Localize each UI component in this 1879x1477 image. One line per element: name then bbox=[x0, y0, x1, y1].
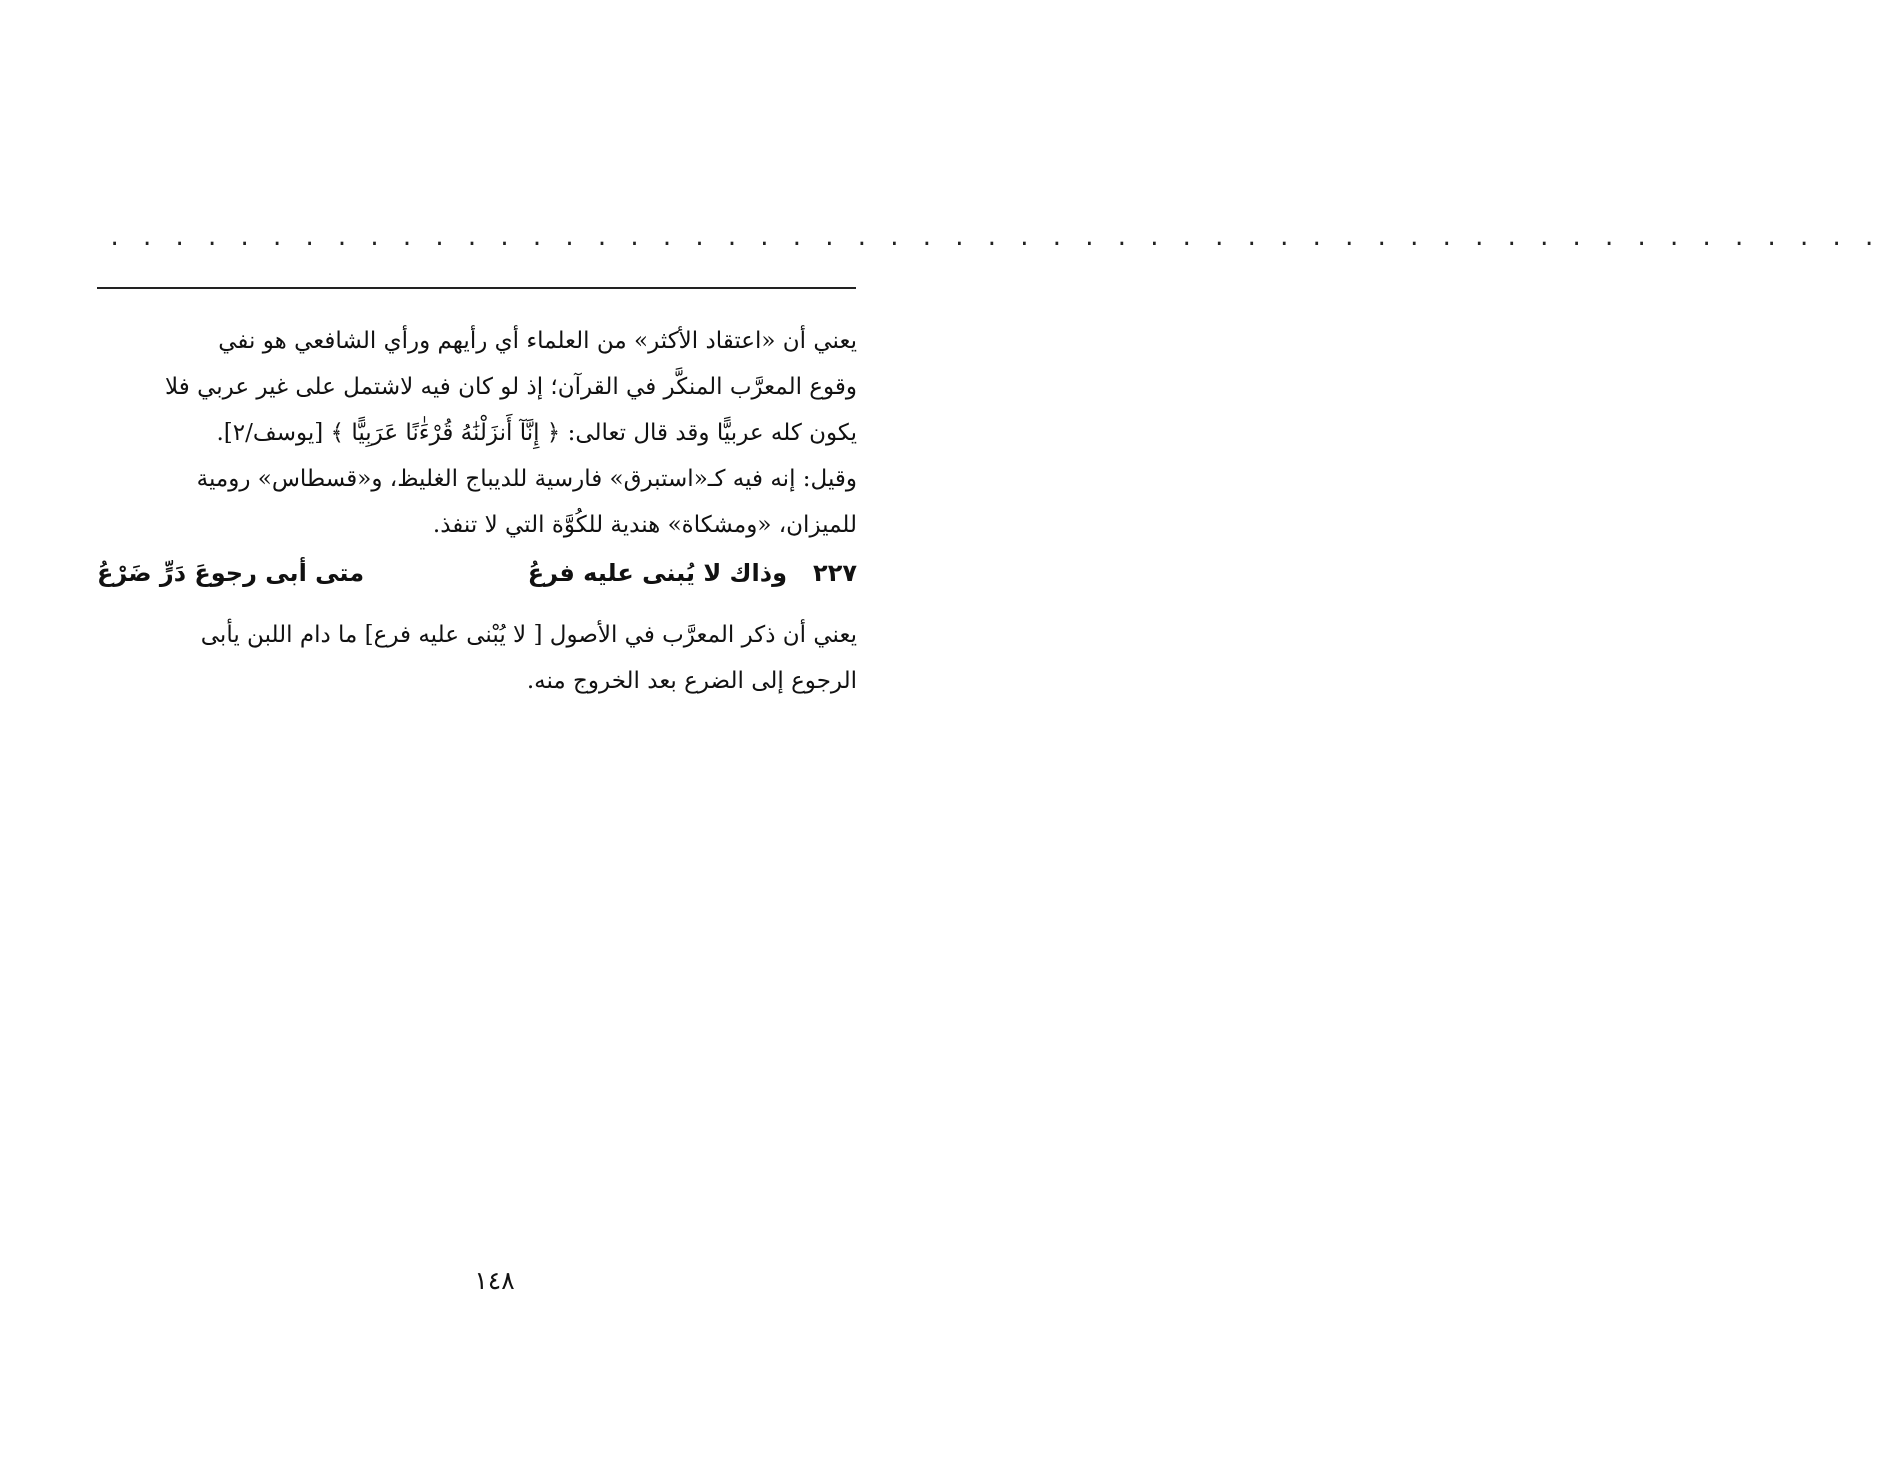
page-number: ١٤٨ bbox=[474, 1266, 515, 1295]
verse-line bbox=[97, 549, 857, 597]
commentary-line: يعني أن «اعتقاد الأكثر» من العلماء أي رأيهم ورأي الشافعي هو نفي bbox=[218, 328, 857, 354]
dotted-separator: . . . . . . . . . . . . . . . . . . . . . . . . . . . . . . . . . . . . . . . . . . . . . . . . . . . . . . . bbox=[108, 226, 1879, 251]
verse-second-hemistich: متى أبى رجوعَ دَرٍّ ضَرْعُ bbox=[97, 559, 365, 587]
commentary-paragraph bbox=[97, 318, 857, 548]
commentary-line: وقوع المعرَّب المنكَّر في القرآن؛ إذ لو كان فيه لاشتمل على غير عربي فلا bbox=[165, 374, 857, 400]
commentary-line: الرجوع إلى الضرع بعد الخروج منه. bbox=[526, 668, 857, 694]
verse-first-hemistich: وذاك لا يُبنى عليه فرعُ bbox=[527, 559, 787, 587]
footnote-rule bbox=[97, 287, 856, 289]
commentary-paragraph bbox=[97, 612, 857, 704]
commentary-line: يعني أن ذكر المعرَّب في الأصول [ لا يُبْنى عليه فرع] ما دام اللبن يأبى bbox=[200, 622, 857, 648]
commentary-line: يكون كله عربيًّا وقد قال تعالى: ﴿ إِنَّآ أَنزَلْنَٰهُ قُرْءَٰنًا عَرَبِيًّا ﴾ [يوسف/٢]. bbox=[216, 420, 857, 446]
commentary-line: وقيل: إنه فيه كـ«استبرق» فارسية للديباج الغليظ، و«قسطاس» رومية bbox=[196, 466, 857, 492]
commentary-line: للميزان، «ومشكاة» هندية للكُوَّة التي لا تنفذ. bbox=[432, 512, 857, 538]
verse-number: ٢٢٧ bbox=[813, 559, 857, 587]
